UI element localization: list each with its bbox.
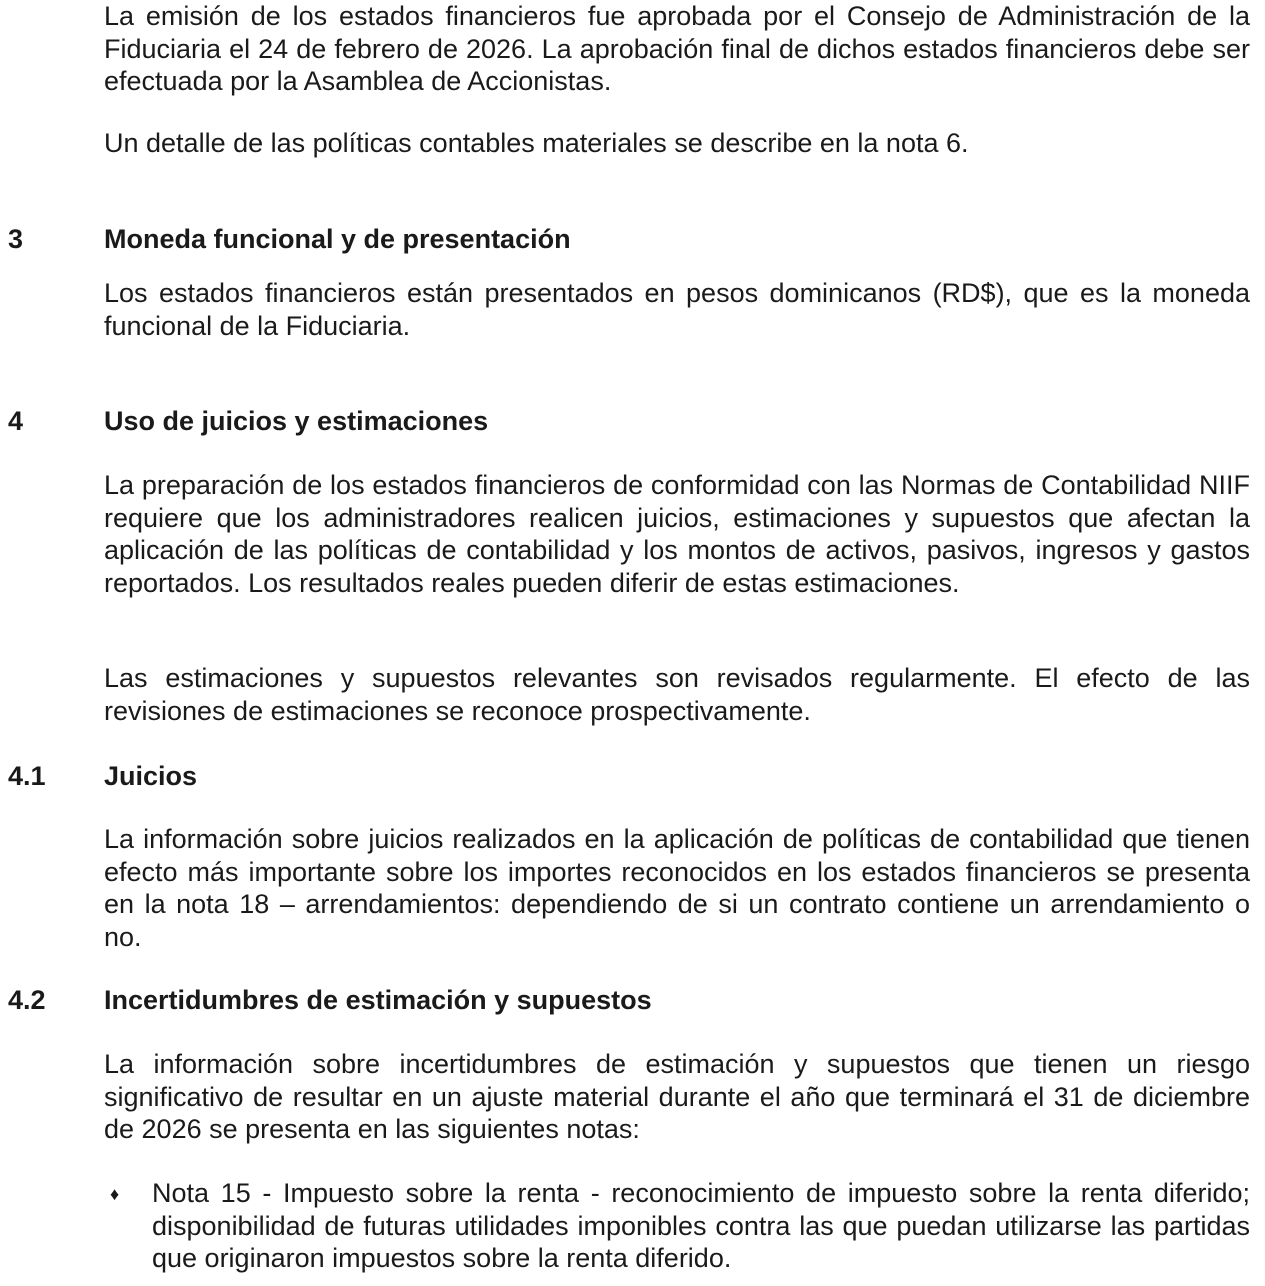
section-4-1-paragraph: La información sobre juicios realizados en la aplicación de políticas de contabilidad que tienen efecto más importante sobre los importes reconocidos en los estados financieros se presenta en la nota 18 – arrendamientos: dependiendo de si un contrato contiene un arrendamiento o no. bbox=[104, 824, 1250, 952]
section-3-paragraph: Los estados financieros están presentados en pesos dominicanos (RD$), que es la moneda funcional de la Fiduciaria. bbox=[104, 278, 1250, 341]
bullet-item-nota-15: Nota 15 - Impuesto sobre la renta - reconocimiento de impuesto sobre la renta diferido; disponibilidad de futuras utilidades imponibles contra las que puedan utilizarse las partidas que originaron impuestos sobre la renta diferido. bbox=[152, 1178, 1250, 1273]
section-4-2-number: 4.2 bbox=[8, 985, 46, 1015]
section-4-2-title: Incertidumbres de estimación y supuestos bbox=[104, 985, 652, 1015]
section-4-1-title: Juicios bbox=[104, 761, 198, 791]
section-4-paragraph-2: Las estimaciones y supuestos relevantes son revisados regularmente. El efecto de las revisiones de estimaciones se reconoce prospectivamente. bbox=[104, 663, 1250, 726]
section-4-title: Uso de juicios y estimaciones bbox=[104, 406, 489, 436]
intro-paragraph-approval: La emisión de los estados financieros fue aprobada por el Consejo de Administración de la Fiduciaria el 24 de febrero de 2026. La aprobación final de dichos estados financieros debe ser efectuada por la Asamblea de Accionistas. bbox=[104, 1, 1250, 96]
section-3-number: 3 bbox=[8, 224, 24, 254]
intro-paragraph-policies: Un detalle de las políticas contables materiales se describe en la nota 6. bbox=[104, 128, 969, 158]
section-4-number: 4 bbox=[8, 406, 24, 436]
section-3-title: Moneda funcional y de presentación bbox=[104, 224, 571, 254]
diamond-bullet-icon: ♦ bbox=[110, 1184, 120, 1204]
section-4-paragraph-1: La preparación de los estados financieros de conformidad con las Normas de Contabilidad NIIF requiere que los administradores realicen juicios, estimaciones y supuestos que afectan la aplicación de las políticas de contabilidad y los montos de activos, pasivos, ingresos y gastos reportados. Los resultados reales pueden diferir de estas estimaciones. bbox=[104, 470, 1250, 598]
section-4-2-paragraph: La información sobre incertidumbres de estimación y supuestos que tienen un riesgo significativo de resultar en un ajuste material durante el año que terminará el 31 de diciembre de 2026 se presenta en las siguientes notas: bbox=[104, 1049, 1250, 1144]
section-4-1-number: 4.1 bbox=[8, 761, 46, 791]
